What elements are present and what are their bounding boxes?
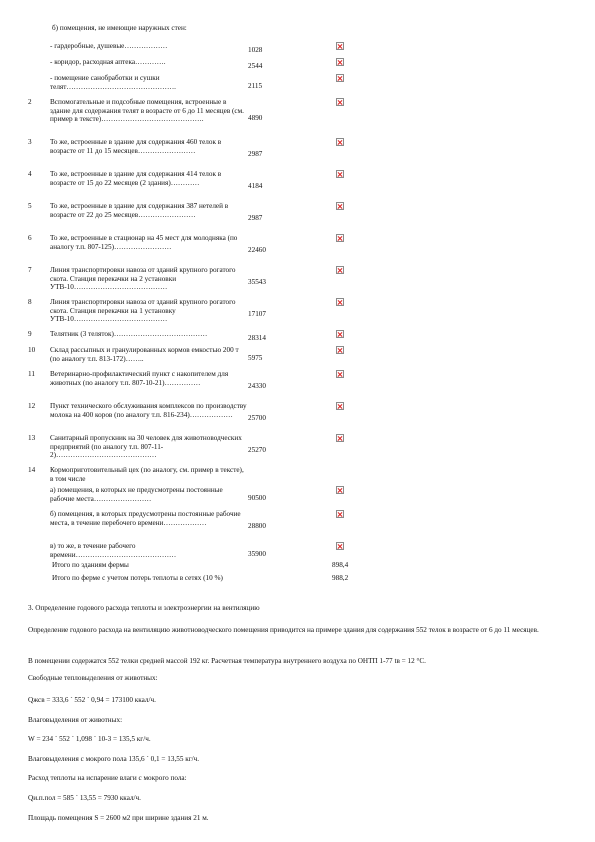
- row-description: в) то же, в течение рабочего времени……………………………………: [50, 542, 177, 559]
- row-image-cell: [334, 346, 374, 370]
- row-number: 13: [28, 434, 36, 442]
- broken-image-icon: [336, 98, 344, 106]
- broken-image-icon: [336, 234, 344, 242]
- subheading: б) помещения, не имеющие наружных стен:: [52, 24, 187, 32]
- broken-image-icon: [336, 298, 344, 306]
- row-value: 28800: [248, 521, 266, 530]
- table-row: [28, 466, 374, 486]
- broken-image-icon: [336, 138, 344, 146]
- row-value: 4184: [248, 181, 263, 190]
- paragraph: Свободные тепловыделения от животных:: [28, 674, 158, 682]
- total-label: Итого по зданиям фермы: [52, 561, 129, 569]
- row-image-cell: [334, 330, 374, 346]
- row-number: 5: [28, 202, 32, 210]
- broken-image-icon: [336, 486, 344, 494]
- row-description: То же, встроенные в здание для содержания 414 телок в возрасте от 15 до 22 месяцев (2 здания)…………: [50, 170, 222, 187]
- row-value: 4890: [248, 113, 263, 122]
- row-value: 90500: [248, 493, 266, 502]
- table-row: [28, 266, 374, 298]
- row-image-cell: [334, 234, 374, 266]
- row-image-cell: [334, 170, 374, 202]
- paragraph: Определение годового расхода на вентиляцию животноводческого помещения приводится на примере здания для содержания 552 телок в возрасте от 6 до 11 месяцев.: [28, 626, 539, 634]
- total-label: Итого по ферме с учетом потерь теплоты в сетях (10 %): [52, 574, 223, 582]
- row-number: [28, 542, 50, 566]
- row-image-cell: [334, 58, 374, 74]
- row-image-cell: [334, 510, 374, 542]
- row-description: - гардеробные, душевые………………: [50, 42, 168, 50]
- formula: Qи.п.пол = 585 ´ 13,55 = 7930 ккал/ч.: [28, 794, 141, 802]
- row-image-cell: [334, 298, 374, 330]
- broken-image-icon: [336, 202, 344, 210]
- row-number: 3: [28, 138, 32, 146]
- formula: W = 234 ´ 552 ´ 1,098 ´ 10-3 = 135,5 кг/ч.: [28, 735, 151, 743]
- row-value: [248, 466, 334, 486]
- row-number: 8: [28, 298, 32, 306]
- table-row: [28, 58, 374, 74]
- table-row: [28, 510, 374, 542]
- row-image-cell: [334, 42, 374, 58]
- row-value: 2987: [248, 149, 263, 158]
- broken-image-icon: [336, 170, 344, 178]
- row-description: Кормоприготовительный цех (по аналогу, см. пример в тексте), в том числе: [50, 466, 244, 483]
- row-image-cell: [334, 466, 374, 486]
- paragraph: Расход теплоты на испарение влаги с мокрого пола:: [28, 774, 187, 782]
- row-number: 11: [28, 370, 35, 378]
- row-description: Санитарный пропускник на 30 человек для животноводческих предприятий (по аналогу т.п. 807-11-2)……………………………………: [50, 434, 242, 460]
- paragraph: В помещении содержатся 552 телки средней массой 192 кг. Расчетная температура внутреннего воздуха по ОНТП 1-77 tв = 12 °С.: [28, 657, 426, 665]
- table-row: [28, 98, 374, 138]
- table-row: [28, 346, 374, 370]
- row-number: 9: [28, 330, 32, 338]
- row-image-cell: [334, 74, 374, 98]
- row-value: 2115: [248, 81, 263, 90]
- row-image-cell: [334, 370, 374, 402]
- formula: Qжсв = 333,6 ´ 552 ´ 0,94 = 173100 ккал/ч.: [28, 696, 156, 704]
- paragraph: Площадь помещения S = 2600 м2 при ширине здания 21 м.: [28, 814, 209, 822]
- row-image-cell: [334, 202, 374, 234]
- table-row: [28, 74, 374, 98]
- row-number: [28, 42, 50, 58]
- row-image-cell: [334, 486, 374, 510]
- table-row: [28, 138, 374, 170]
- row-description: Линия транспортировки навоза от зданий крупного рогатого скота. Станция перекачки на 1 установку УТВ-10…………………………………: [50, 298, 236, 324]
- broken-image-icon: [336, 510, 344, 518]
- row-description: Ветеринарно-профилактический пункт с накопителем для животных (по аналогу т.п. 807-10-21)……………: [50, 370, 229, 387]
- total-value: 898,4: [332, 561, 349, 569]
- row-value: 25270: [248, 445, 266, 454]
- row-description: - помещение санобработки и сушки телят……………………………………….: [50, 74, 176, 91]
- row-description: - коридор, расходная аптека………….: [50, 58, 166, 66]
- row-number: [28, 74, 50, 98]
- broken-image-icon: [336, 402, 344, 410]
- row-value: 22460: [248, 245, 266, 254]
- table-row: [28, 234, 374, 266]
- row-number: 4: [28, 170, 32, 178]
- row-description: Линия транспортировки навоза от зданий крупного рогатого скота. Станция перекачки на 2 установки УТВ-10…………………………………: [50, 266, 236, 292]
- row-value: 2544: [248, 61, 263, 70]
- row-description: То же, встроенные в стационар на 45 мест для молодняка (по аналогу т.п. 807-125)……………………: [50, 234, 238, 251]
- row-description: Телятник (3 теляток)…………………………………: [50, 330, 208, 338]
- row-description: б) помещения, в которых предусмотрены постоянные рабочие места, в течение перебочего времени………………: [50, 510, 241, 527]
- row-image-cell: [334, 98, 374, 138]
- row-image-cell: [334, 434, 374, 466]
- paragraph: Влаговыделения с мокрого пола 135,6 ´ 0,1 = 13,55 кг/ч.: [28, 755, 200, 763]
- table-row: [28, 370, 374, 402]
- row-image-cell: [334, 402, 374, 434]
- row-value: 24330: [248, 381, 266, 390]
- row-number: 2: [28, 98, 32, 106]
- broken-image-icon: [336, 330, 344, 338]
- row-value: 35543: [248, 277, 266, 286]
- row-number: 10: [28, 346, 36, 354]
- row-description: Вспомогательные и подсобные помещения, встроенные в здание для содержания телят в возрасте от 6 до 11 месяцев (см. пример в тексте)…………………………………….: [50, 98, 244, 124]
- row-description: То же, встроенные в здание для содержания 387 нетелей в возрасте от 22 до 25 месяцев……………………: [50, 202, 229, 219]
- row-description: Склад рассыпных и гранулированных кормов емкостью 200 т (по аналогу т.п. 813-172)……..: [50, 346, 239, 363]
- row-value: 28314: [248, 333, 266, 342]
- row-description: То же, встроенные в здание для содержания 460 телок в возрасте от 11 до 15 месяцев……………………: [50, 138, 222, 155]
- broken-image-icon: [336, 266, 344, 274]
- broken-image-icon: [336, 74, 344, 82]
- broken-image-icon: [336, 434, 344, 442]
- row-number: [28, 510, 50, 542]
- table-row: [28, 434, 374, 466]
- table-row: [28, 486, 374, 510]
- total-row-with-losses: [52, 574, 372, 583]
- table-row: [28, 202, 374, 234]
- row-number: [28, 486, 50, 510]
- table-row: [28, 42, 374, 58]
- table-row: [28, 330, 374, 346]
- row-image-cell: [334, 138, 374, 170]
- heat-load-table: [28, 42, 374, 566]
- broken-image-icon: [336, 346, 344, 354]
- table-row: [28, 402, 374, 434]
- row-number: 7: [28, 266, 32, 274]
- row-number: 6: [28, 234, 32, 242]
- row-description: Пункт технического обслуживания комплексов по производству молока на 400 коров (по аналогу т.п. 816-234)………………: [50, 402, 247, 419]
- table-row: [28, 170, 374, 202]
- row-value: 1028: [248, 45, 263, 54]
- row-number: [28, 58, 50, 74]
- broken-image-icon: [336, 542, 344, 550]
- broken-image-icon: [336, 42, 344, 50]
- row-number: 14: [28, 466, 36, 474]
- broken-image-icon: [336, 58, 344, 66]
- total-row-buildings: [52, 561, 372, 570]
- paragraph: Влаговыделения от животных:: [28, 716, 123, 724]
- row-value: 5975: [248, 353, 263, 362]
- row-number: 12: [28, 402, 36, 410]
- row-value: 2987: [248, 213, 263, 222]
- row-image-cell: [334, 266, 374, 298]
- broken-image-icon: [336, 370, 344, 378]
- row-value: 17107: [248, 309, 266, 318]
- total-value: 988,2: [332, 574, 349, 582]
- row-description: а) помещения, в которых не предусмотрены постоянные рабочие места……………………: [50, 486, 223, 503]
- row-value: 35900: [248, 549, 266, 558]
- section-heading: 3. Определение годового расхода теплоты и электроэнергии на вентиляцию: [28, 604, 260, 612]
- row-value: 25700: [248, 413, 266, 422]
- table-row: [28, 298, 374, 330]
